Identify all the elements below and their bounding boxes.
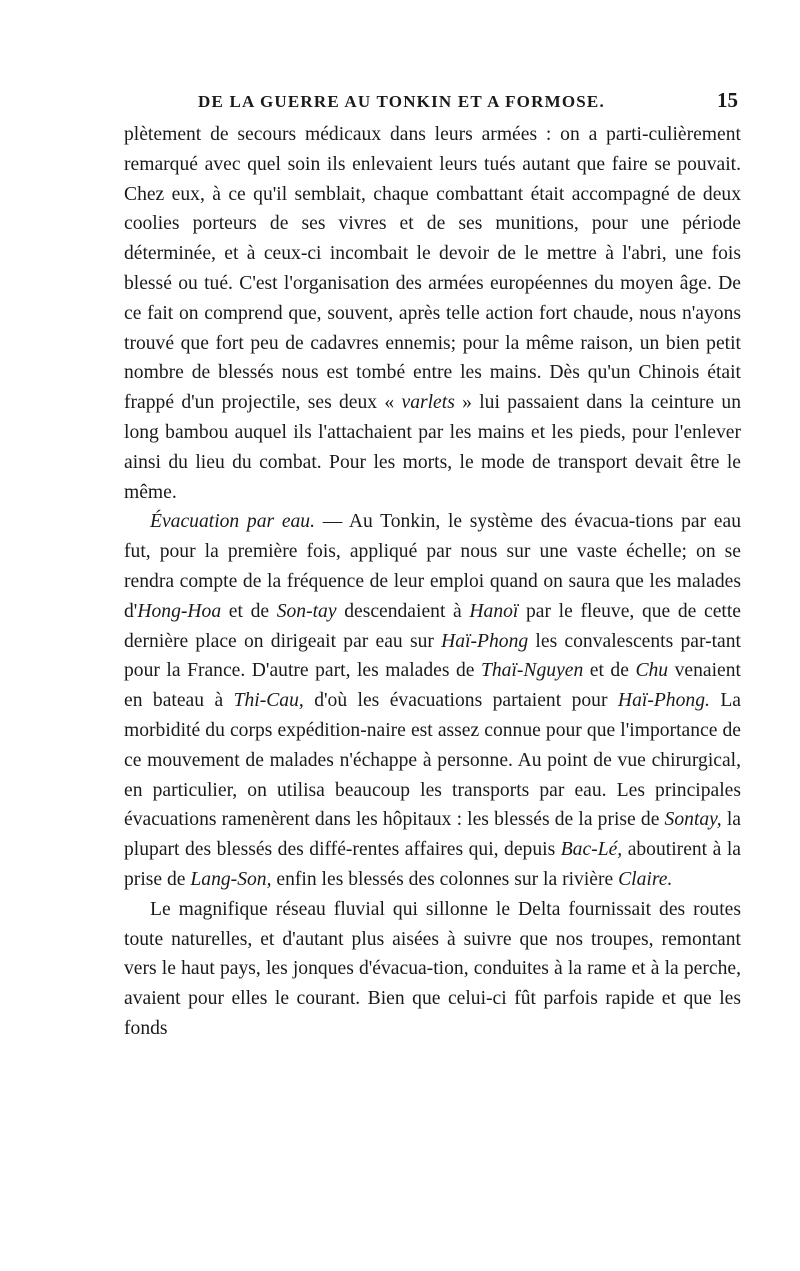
place-lang-son: Lang-Son, (190, 868, 272, 890)
running-head: DE LA GUERRE AU TONKIN ET A FORMOSE. (198, 92, 605, 111)
p2-s6: et de (583, 660, 636, 682)
place-son-tay: Son-tay (276, 600, 337, 622)
p2-s7: venaient en bateau à (124, 660, 741, 712)
place-thai-nguyen: Thaï-Nguyen (480, 660, 584, 682)
place-thi-cau: Thi-Cau, (233, 690, 304, 712)
p1-text-end: » lui passaient dans la ceinture un long bambou auquel ils l'attachaient par les mains et les pieds, pour l'enlever ainsi du lieu du combat. Pour les morts, le mode de transport devait être le même. (124, 392, 742, 503)
place-chu: Chu (635, 660, 669, 682)
p2-s10: la plupart des blessés des diffé-rentes affaires qui, depuis (124, 809, 741, 861)
section-heading-evacuation: Évacuation par eau. (150, 511, 316, 533)
place-riviere-claire: Claire. (618, 868, 673, 890)
p2-s3: descendaient à (336, 600, 470, 622)
place-hanoi: Hanoï (469, 600, 519, 622)
paragraph-1 (124, 120, 741, 507)
page-header (198, 88, 738, 118)
place-sontay: Sontay, (664, 809, 722, 831)
paragraph-2 (124, 507, 741, 894)
p2-s11: aboutirent à la prise de (124, 839, 741, 890)
p2-s4: par le fleuve, que de cette dernière place on dirigeait par eau sur (124, 600, 741, 652)
body-text (124, 120, 741, 1044)
p2-s12: enfin les blessés des colonnes sur la rivière (271, 868, 619, 890)
p2-s2: et de (221, 600, 277, 622)
p2-s1: — Au Tonkin, le système des évacua-tions par eau fut, pour la première fois, appliqué par nous sur une vaste échelle; on se rendra compte de la fréquence de leur emploi quand on saura que les malades d' (124, 511, 741, 622)
p2-s8: d'où les évacuations partaient pour (303, 690, 618, 712)
place-hong-hoa: Hong-Hoa (137, 600, 222, 622)
p1-varlets: varlets (401, 392, 455, 414)
place-hai-phong: Haï-Phong (441, 630, 529, 652)
page-number: 15 (717, 88, 738, 112)
place-hai-phong-2: Haï-Phong. (617, 690, 710, 712)
p2-s9: La morbidité du corps expédition-naire est assez connue pour que l'importance de ce mouvement de malades n'échappe à personne. Au point de vue chirurgical, en particulier, on utilisa beaucoup les transports par eau. Les principales évacuations ramenèrent dans les hôpitaux : les blessés de la prise de (124, 690, 741, 831)
paragraph-3: Le magnifique réseau fluvial qui sillonne le Delta fournissait des routes toute naturelles, et d'autant plus aisées à suivre que nos troupes, remontant vers le haut pays, les jonques d'évacua-tion, conduites à la rame et à la perche, avaient pour elles le courant. Bien que celui-ci fût parfois rapide et que les fonds (124, 898, 741, 1039)
place-bac-le: Bac-Lé, (560, 839, 623, 861)
p2-s5: les convalescents par-tant pour la France. D'autre part, les malades de (124, 630, 741, 682)
p1-text: plètement de secours médicaux dans leurs armées : on a parti-culièrement remarqué avec quel soin ils enlevaient leurs tués autant que faire se pouvait. Chez eux, à ce qu'il semblait, chaque combattant était accompagné de deux coolies porteurs de ses vivres et de ses munitions, pour une période déterminée, et à ceux-ci incombait le devoir de le mettre à l'abri, une fois blessé ou tué. C'est l'organisation des armées européennes du moyen âge. De ce fait on comprend que, souvent, après telle action fort chaude, nous n'ayons trouvé que fort peu de cadavres ennemis; pour la même raison, un bien petit nombre de blessés nous est tombé entre les mains. Dès qu'un Chinois était frappé d'un projectile, ses deux « (124, 124, 741, 414)
